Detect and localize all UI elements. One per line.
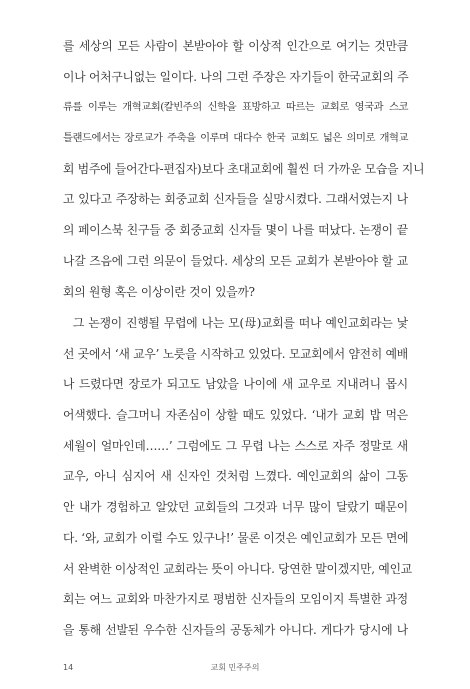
text-line: 을 통해 선발된 우수한 신자들의 공동체가 아니다. 게다가 당시에 나 [63,622,408,637]
text-line-annotation: 류를 이루는 개혁교회(칼빈주의 신학을 표방하고 따르는 교회로 영국과 스코 [63,101,408,114]
text-line: 그 논쟁이 진행될 무렵에 나는 모(母)교회를 떠나 예인교회라는 낯 [73,316,408,330]
text-line: 회의 원형 혹은 이상이란 것이 있을까? [63,284,255,299]
text-line: 선 곳에서 ‘새 교우’ 노릇을 시작하고 있었다. 모교회에서 얌전히 예배 [63,346,408,361]
text-line: 를 세상의 모든 사람이 본받아야 할 이상적 인간으로 여기는 것만큼 [63,39,408,53]
running-title: 교회 민주주의 [210,663,260,672]
text-line: 다. ‘와, 교회가 이럴 수도 있구나!’ 물론 이것은 예인교회가 모든 면에 [63,530,409,545]
text-line: 서 완벽한 이상적인 교회라는 뜻이 아니다. 당연한 말이겠지만, 예인교 [63,561,412,576]
text-line: 의 페이스북 친구들 중 회중교회 신자들 몇이 나를 떠났다. 논쟁이 끝 [63,223,408,238]
text-line: 나 드렸다면 장로가 되고도 남았을 나이에 새 교우로 지내려니 몹시 [63,377,408,392]
text-line: 고 있다고 주장하는 회중교회 신자들을 실망시켰다. 그래서였는지 나 [63,192,408,207]
text-line: 회 범주에 들어간다-편집자)보다 초대교회에 훨씬 더 가까운 모습을 지니 [63,161,425,176]
paragraph-1 [63,31,425,307]
text-line: 교우, 아니 심지어 새 신자인 것처럼 느꼈다. 예인교회의 삶이 그동 [63,469,408,484]
text-line: 세월이 얼마인데……’ 그럼에도 그 무렵 나는 스스로 자주 정말로 새 [63,438,408,453]
text-line: 어색했다. 슬그머니 자존심이 상할 때도 있었다. ‘내가 교회 밥 먹은 [63,408,408,423]
text-line: 회는 여느 교회와 마찬가지로 평범한 신자들의 모임이지 특별한 과정 [63,592,408,607]
page-number: 14 [63,663,74,672]
paragraph-2 [63,308,412,646]
text-line: 이나 어처구니없는 일이다. 나의 그런 주장은 자기들이 한국교회의 주 [63,69,409,84]
text-line-annotation: 틀랜드에서는 장로교가 주축을 이루며 대다수 한국 교회도 넓은 의미로 개혁교 [63,132,408,145]
text-line: 나갈 즈음에 그런 의문이 들었다. 세상의 모든 교회가 본받아야 할 교 [63,253,408,268]
text-line: 안 내가 경험하고 알았던 교회들의 그것과 너무 많이 달랐기 때문이 [63,500,408,515]
